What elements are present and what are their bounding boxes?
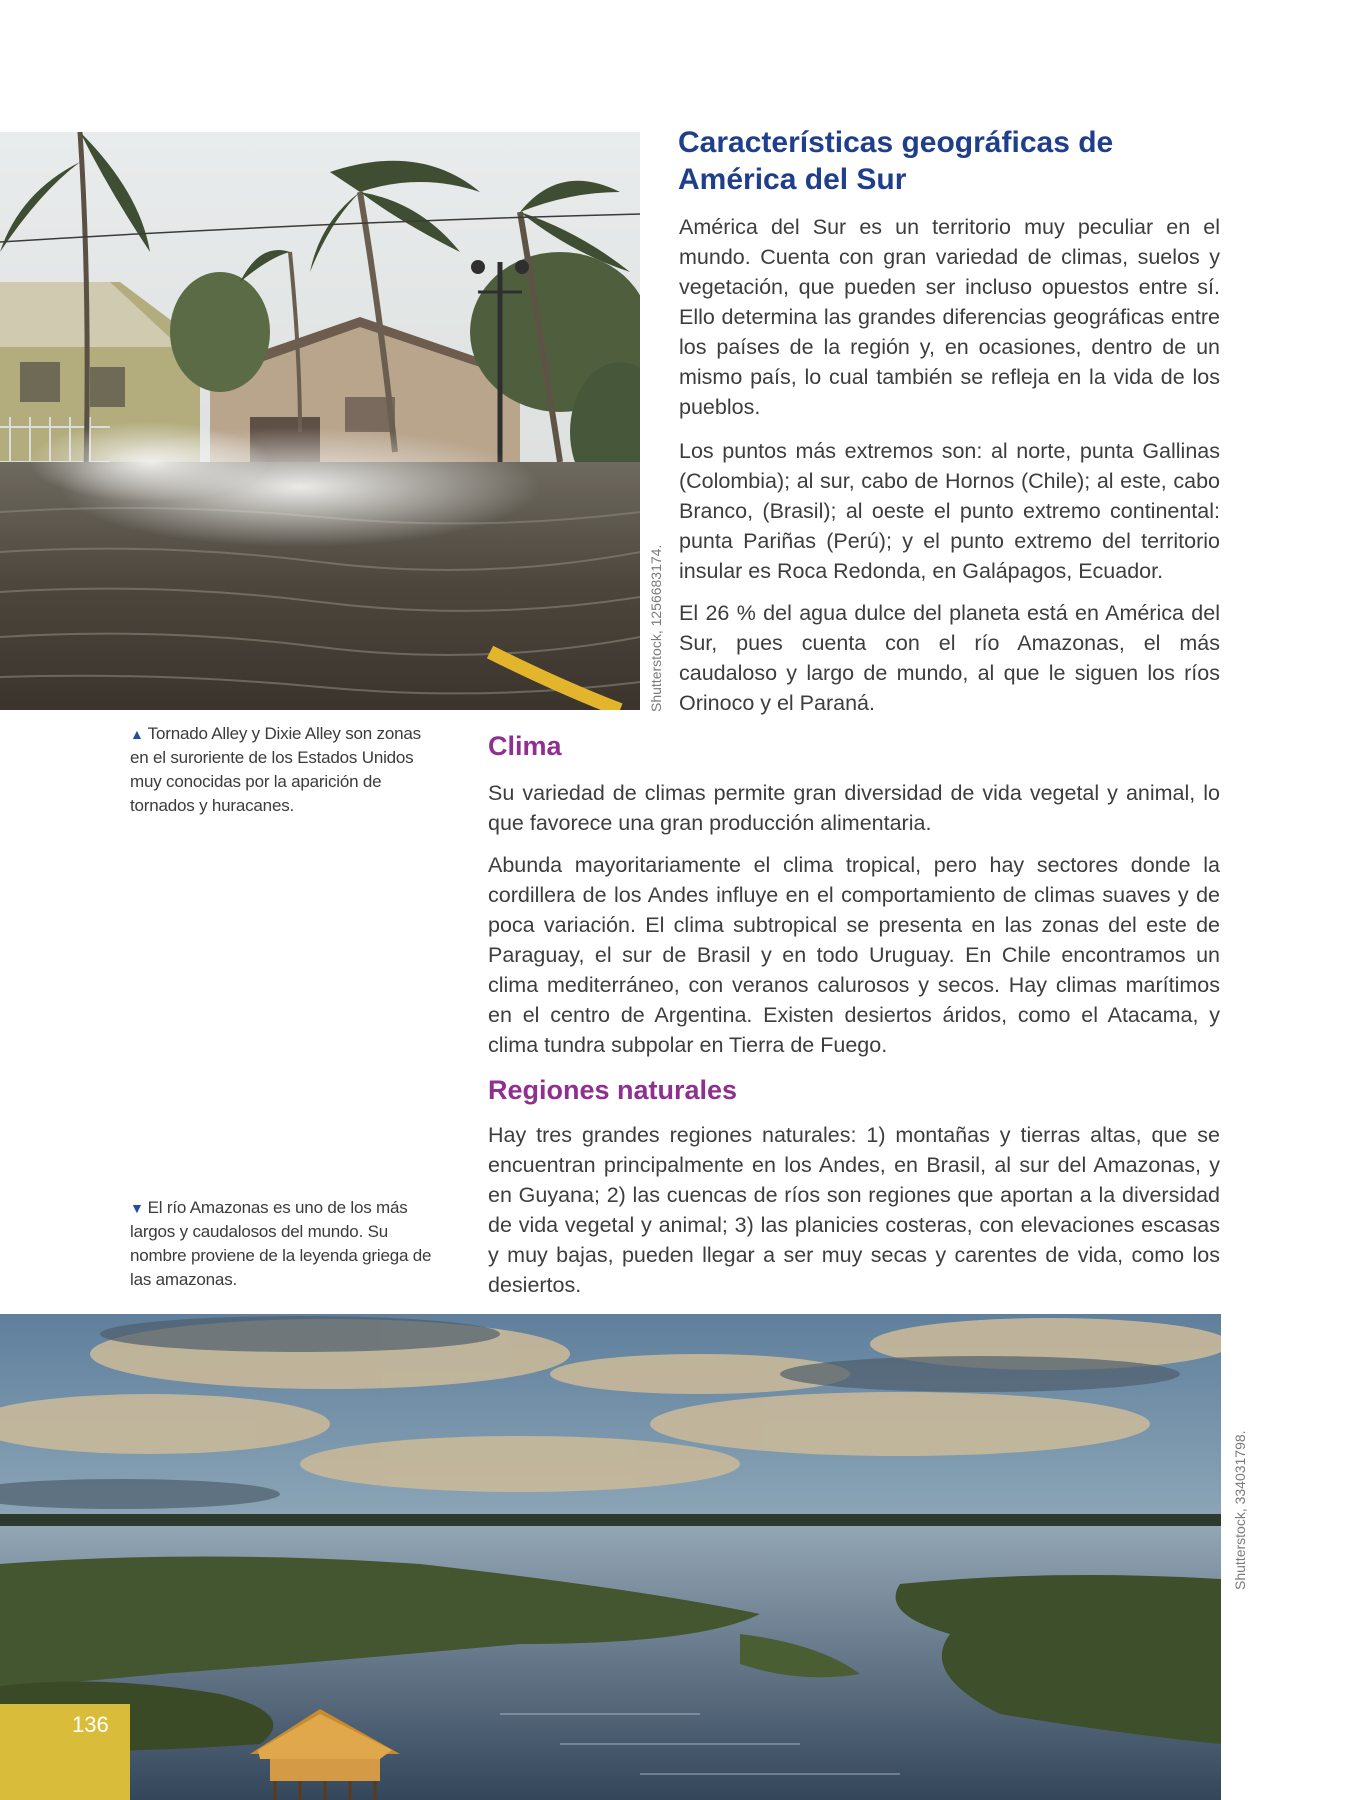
storm-photo-credit: Shutterstock, 1256683174. <box>648 544 664 712</box>
regiones-paragraph: Hay tres grandes regiones naturales: 1) montañas y tierras altas, que se encuentran principalmente en los Andes, en Brasil, al sur del Amazonas, y en Guyana; 2) las cuencas de ríos son regiones que aportan a la diversidad de vida vegetal y animal; 3) las planicies costeras, con elevaciones escasas y muy bajas, pueden llegar a ser muy secas y carentes de vida, como los desiertos. <box>488 1123 1220 1297</box>
clima-paragraph-1: Su variedad de climas permite gran diversidad de vida vegetal y animal, lo que favorece una gran producción alimentaria. <box>488 781 1220 835</box>
river-caption <box>130 1196 440 1292</box>
page-number: 136 <box>72 1712 109 1737</box>
clima-heading: Clima <box>488 731 562 761</box>
storm-caption-text: Tornado Alley y Dixie Alley son zonas en el suroriente de los Estados Unidos muy conocidas por la aparición de tornados y huracanes. <box>130 724 421 815</box>
regiones-heading: Regiones naturales <box>488 1075 738 1105</box>
river-photo <box>0 1314 1221 1800</box>
river-caption-text: El río Amazonas es uno de los más largos y caudalosos del mundo. Su nombre proviene de la leyenda griega de las amazonas. <box>130 1198 432 1289</box>
intro-paragraph-2: Los puntos más extremos son: al norte, punta Gallinas (Colombia); al sur, cabo de Hornos (Chile); al este, cabo Branco, (Brasil); al oeste el punto extremo continental: punta Pariñas (Perú); y el punto extremo del territorio insular es Roca Redonda, en Galápagos, Ecuador. <box>679 439 1220 583</box>
river-photo-credit: Shutterstock, 334031798. <box>1232 1430 1248 1590</box>
storm-caption <box>130 722 440 818</box>
intro-paragraph-1: América del Sur es un territorio muy peculiar en el mundo. Cuenta con gran variedad de climas, suelos y vegetación, que pueden ser incluso opuestos entre sí. Ello determina las grandes diferencias geográficas entre los países de la región y, en ocasiones, dentro de un mismo país, lo cual también se refleja en la vida de los pueblos. <box>679 215 1220 419</box>
intro-paragraph-3: El 26 % del agua dulce del planeta está en América del Sur, pues cuenta con el río Amazonas, el más caudaloso y largo de mundo, al que le siguen los ríos Orinoco y el Paraná. <box>679 601 1220 715</box>
page-title: Características geográficas de América del Sur <box>678 126 1114 196</box>
up-triangle-icon: ▲ <box>130 726 144 742</box>
page-number-tab <box>0 1704 130 1800</box>
clima-paragraph-2: Abunda mayoritariamente el clima tropical, pero hay sectores donde la cordillera de los Andes influye en el comportamiento de climas suaves y de poca variación. El clima subtropical se presenta en las zonas del este de Paraguay, el sur de Brasil y en todo Uruguay. En Chile encontramos un clima mediterráneo, con veranos calurosos y secos. Hay climas marítimos en el centro de Argentina. Existen desiertos áridos, como el Atacama, y clima tundra subpolar en Tierra de Fuego. <box>488 853 1220 1057</box>
storm-photo <box>0 132 640 710</box>
down-triangle-icon: ▼ <box>130 1200 144 1216</box>
